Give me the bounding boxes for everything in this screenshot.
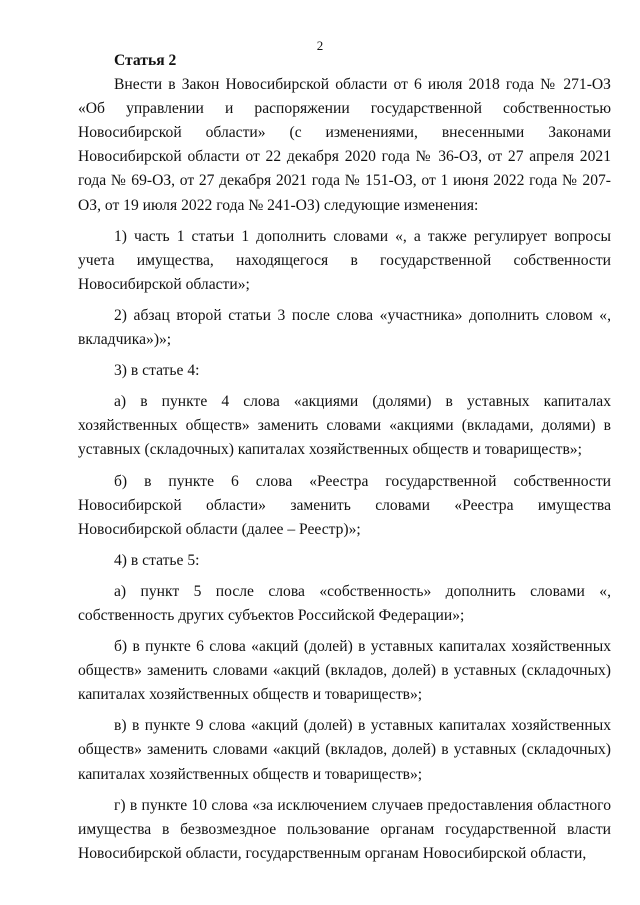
article-heading: Статья 2	[114, 52, 177, 69]
paragraph-item-1: 1) часть 1 статьи 1 дополнить словами «, а также регулирует вопросы учета имущества, находящегося в государственной собственности Новосибирской области»;	[78, 227, 611, 293]
paragraph-item-3a: а) в пункте 4 слова «акциями (долями) в уставных капиталах хозяйственных обществ» заменить словами «акциями (вкладами, долями) в уставных (складочных) капиталах хозяйственных обществ и товариществ»;	[78, 393, 611, 459]
paragraph-item-3: 3) в статье 4:	[114, 362, 200, 380]
paragraph-item-4a: а) пункт 5 после слова «собственность» дополнить словами «, собственность других субъектов Российской Федерации»;	[78, 582, 611, 624]
paragraph-intro: Внести в Закон Новосибирской области от 6 июля 2018 года № 271-ОЗ «Об управлении и распоряжении государственной собственностью Новосибирской области» (с изменениями, внесенными Законами Новосибирской области от 22 декабря 2020 года № 36-ОЗ, от 27 апреля 2021 года № 69-ОЗ, от 27 декабря 2021 года № 151-ОЗ, от 1 июня 2022 года № 207-ОЗ, от 19 июля 2022 года № 241-ОЗ) следующие изменения:	[78, 76, 611, 214]
paragraph-item-4: 4) в статье 5:	[114, 551, 200, 569]
paragraph-item-4b: б) в пункте 6 слова «акций (долей) в уставных капиталах хозяйственных обществ» заменить словами «акций (вкладов, долей) в уставных (складочных) капиталах хозяйственных обществ и товариществ»;	[78, 638, 611, 704]
paragraph-item-4v: в) в пункте 9 слова «акций (долей) в уставных капиталах хозяйственных обществ» заменить словами «акций (вкладов, долей) в уставных (складочных) капиталах хозяйственных обществ и товариществ»;	[78, 717, 611, 783]
document-body	[78, 49, 611, 873]
page-number: 2	[316, 38, 324, 53]
paragraph-item-2: 2) абзац второй статьи 3 после слова «участника» дополнить словом «, вкладчика»)»;	[78, 306, 611, 349]
paragraph-item-4g: г) в пункте 10 слова «за исключением случаев предоставления областного имущества в безвозмездное пользование органам государственной власти Новосибирской области, государственным органам Новосибирской области,	[78, 796, 611, 862]
paragraph-item-3b: б) в пункте 6 слова «Реестра государственной собственности Новосибирской области» заменить словами «Реестра имущества Новосибирской области (далее – Реестр)»;	[78, 472, 611, 538]
